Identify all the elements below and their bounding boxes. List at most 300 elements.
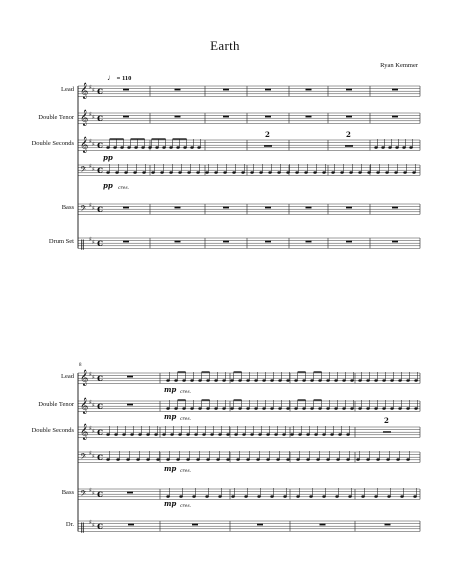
s2-seconds-low-note [156, 458, 159, 461]
s2-seconds-note [234, 433, 237, 436]
s1-tenor-rest [265, 116, 271, 118]
s2-bass2-sharp: ♯ [92, 490, 95, 497]
s2-tenor-note [358, 407, 361, 410]
s1-drums-clef: ‖ [80, 239, 85, 250]
s2-seconds-low-note [316, 458, 319, 461]
staff-tenor [78, 113, 420, 123]
s2-tenor-note [366, 407, 369, 410]
crescendo-text: cres. [180, 504, 192, 509]
s2-tenor-note [246, 407, 249, 410]
s1-drums-rest [392, 241, 398, 243]
s1-seconds-note [169, 146, 172, 149]
s2-tenor-note [238, 407, 241, 410]
s2-seconds-note [314, 433, 317, 436]
s1-tenor-rest [175, 116, 181, 118]
s2-seconds-low-note [366, 458, 369, 461]
s1-seconds-note [120, 146, 123, 149]
instrument-label-double-seconds: Double Seconds [31, 140, 74, 147]
s2-seconds-low-note [216, 458, 219, 461]
s2-lead-note [254, 379, 257, 382]
quarter-note-icon: ♩ [107, 73, 115, 82]
s2-seconds-low-note [296, 458, 299, 461]
s1-seconds-low-note [394, 171, 397, 174]
dynamic-mp: mp [164, 385, 177, 394]
s2-lead-note [238, 379, 241, 382]
s1-tenor-rest [306, 116, 312, 118]
s1-drums-sharp: ♯ [89, 236, 92, 243]
s1-seconds-end-note [388, 146, 391, 149]
s2-seconds-note [154, 433, 157, 436]
s2-lead-note [198, 379, 201, 382]
s2-seconds-note [306, 433, 309, 436]
s1-seconds-time: c [97, 140, 104, 151]
s1-lead-time: c [97, 86, 104, 97]
s1-seconds-sharp: ♯ [92, 141, 95, 148]
staff-seconds-low2 [78, 452, 420, 462]
s1-seconds-note [141, 146, 144, 149]
s1-seconds-low-note [286, 171, 289, 174]
s2-tenor-note [334, 407, 337, 410]
s2-lead-note [174, 379, 177, 382]
s2-lead2-rest [127, 376, 133, 378]
s2-lead-note [414, 379, 417, 382]
s2-lead-note [278, 379, 281, 382]
s1-drums-rest [265, 241, 271, 243]
s2-lead2-clef: 𝄞 [80, 370, 89, 386]
s2-lead-note [382, 379, 385, 382]
instrument-label-bass-2: Bass [61, 489, 74, 496]
s1-bass-rest [265, 207, 271, 209]
s1-bass-rest [223, 207, 229, 209]
s1-seconds-low-time: c [97, 165, 104, 176]
s2-tenor2-rest [127, 404, 133, 406]
s1-seconds-low-note [133, 171, 136, 174]
s1-seconds-note [162, 146, 165, 149]
s2-seconds-low-note [396, 458, 399, 461]
staff-drums2 [78, 521, 420, 531]
s2-lead-note [398, 379, 401, 382]
s1-seconds-low-note [358, 171, 361, 174]
s2-lead-note [366, 379, 369, 382]
s2-seconds2-sharp: ♯ [92, 428, 95, 435]
staff-tenor2 [78, 401, 420, 411]
s2-seconds-low-note [146, 458, 149, 461]
s2-bass2-sharp: ♯ [89, 487, 92, 494]
s2-seconds-note [290, 433, 293, 436]
s2-seconds-note [250, 433, 253, 436]
s2-drums-rest [192, 524, 198, 526]
s2-seconds-low-note [336, 458, 339, 461]
s2-seconds-low-note [136, 458, 139, 461]
s2-tenor2-sharp: ♯ [92, 402, 95, 409]
s1-seconds-end-note [374, 146, 377, 149]
s2-seconds-note [146, 433, 149, 436]
s2-tenor-note [174, 407, 177, 410]
s2-seconds-note [258, 433, 261, 436]
s2-seconds-low-note [376, 458, 379, 461]
s2-drums2-clef: ‖ [80, 522, 85, 533]
s1-seconds-low-note [115, 171, 118, 174]
s1-tenor-rest [346, 116, 352, 118]
s2-seconds-note [274, 433, 277, 436]
s1-seconds-low-note [223, 171, 226, 174]
s2-bass-note [218, 495, 221, 498]
s1-seconds-low-note [313, 171, 316, 174]
s2-tenor-note [398, 407, 401, 410]
s2-tenor-note [382, 407, 385, 410]
s1-bass-rest [175, 207, 181, 209]
s2-tenor-note [286, 407, 289, 410]
s2-tenor-note [310, 407, 313, 410]
s2-tenor-note [230, 407, 233, 410]
s2-bass-note [205, 495, 208, 498]
s2-seconds-low-note [106, 458, 109, 461]
s1-drums-time: c [97, 238, 104, 249]
s2-lead-note [334, 379, 337, 382]
s2-seconds-note [218, 433, 221, 436]
s2-tenor-note [390, 407, 393, 410]
s1-seconds-low-note [169, 171, 172, 174]
s2-lead-note [294, 379, 297, 382]
s2-seconds-note [194, 433, 197, 436]
s1-drums-rest [346, 241, 352, 243]
s2-lead-note [166, 379, 169, 382]
staff-drums [78, 238, 420, 248]
s1-seconds-end-note [381, 146, 384, 149]
s2-bass2-rest [127, 492, 133, 494]
s2-seconds-note [122, 433, 125, 436]
s1-seconds-low-note [124, 171, 127, 174]
instrument-label-double-tenor: Double Tenor [38, 114, 74, 121]
s2-lead2-time: c [97, 373, 104, 384]
s2-seconds-low2-sharp: ♯ [89, 450, 92, 457]
score-title: Earth [210, 38, 240, 53]
s2-lead-note [390, 379, 393, 382]
s2-bass-note [335, 495, 338, 498]
s1-seconds-low-note [277, 171, 280, 174]
s2-lead-note [358, 379, 361, 382]
s1-seconds-low-note [178, 171, 181, 174]
s1-seconds-note [176, 146, 179, 149]
s2-drums2-sharp: ♯ [89, 519, 92, 526]
s2-seconds-note [226, 433, 229, 436]
s2-lead-note [302, 379, 305, 382]
s1-drums-rest [306, 241, 312, 243]
s2-drums-rest [257, 524, 263, 526]
s1-seconds-sharp: ♯ [89, 138, 92, 145]
s2-bass-note [400, 495, 403, 498]
s1-seconds-low-note [412, 171, 415, 174]
dynamic-mp: mp [164, 464, 177, 473]
s2-seconds-low-note [286, 458, 289, 461]
s2-bass-note [361, 495, 364, 498]
s2-bass-note [231, 495, 234, 498]
s2-lead-note [406, 379, 409, 382]
instrument-label-double-seconds-2: Double Seconds [31, 427, 74, 434]
s1-seconds-note [148, 146, 151, 149]
s2-seconds-low-note [176, 458, 179, 461]
s1-seconds-low-note [196, 171, 199, 174]
s2-tenor2-clef: 𝄞 [80, 398, 89, 414]
s2-tenor-note [294, 407, 297, 410]
s2-seconds-low-note [206, 458, 209, 461]
s2-tenor-note [318, 407, 321, 410]
s2-seconds-note [242, 433, 245, 436]
s2-seconds-low-note [116, 458, 119, 461]
s2-seconds-note [106, 433, 109, 436]
s2-bass-note [374, 495, 377, 498]
s2-seconds-note [186, 433, 189, 436]
s1-bass-rest [392, 207, 398, 209]
staff-seconds2 [78, 427, 420, 437]
s2-seconds-low-note [246, 458, 249, 461]
s1-seconds-note [127, 146, 130, 149]
s2-seconds-low-note [126, 458, 129, 461]
s2-seconds-note [330, 433, 333, 436]
staff-seconds [78, 140, 420, 150]
s2-seconds-low-note [346, 458, 349, 461]
s1-drums-rest [123, 241, 129, 243]
s1-tenor-rest [123, 116, 129, 118]
s1-seconds-note [106, 146, 109, 149]
s1-seconds-low-note [403, 171, 406, 174]
s2-tenor-note [278, 407, 281, 410]
s2-bass2-clef: 𝄢 [80, 490, 87, 501]
s1-seconds-clef: 𝄞 [80, 137, 89, 153]
s2-seconds-low-note [356, 458, 359, 461]
s2-lead2-sharp: ♯ [92, 374, 95, 381]
s2-drums-rest [385, 524, 391, 526]
s2-tenor-note [222, 407, 225, 410]
s1-lead-rest [306, 89, 312, 91]
s2-tenor-note [262, 407, 265, 410]
s2-seconds-note [202, 433, 205, 436]
crescendo-text: cres. [118, 186, 130, 191]
s1-lead-rest [346, 89, 352, 91]
s2-tenor-note [374, 407, 377, 410]
staff-lead [78, 86, 420, 96]
s2-lead-note [246, 379, 249, 382]
s2-tenor-note [326, 407, 329, 410]
s2-lead-note [350, 379, 353, 382]
s2-lead2-sharp: ♯ [89, 371, 92, 378]
s2-seconds-low-note [226, 458, 229, 461]
s1-lead-sharp: ♯ [92, 87, 95, 94]
s1-lead-rest [123, 89, 129, 91]
s2-lead-note [206, 379, 209, 382]
s1-lead-rest [223, 89, 229, 91]
s1-drums-sharp: ♯ [92, 239, 95, 246]
s2-seconds-note [346, 433, 349, 436]
s2-lead-note [342, 379, 345, 382]
s2-seconds-note [210, 433, 213, 436]
s1-tenor-sharp: ♯ [92, 114, 95, 121]
s2-seconds-note [130, 433, 133, 436]
instrument-label-double-tenor-2: Double Tenor [38, 401, 74, 408]
s1-seconds-low-note [376, 171, 379, 174]
s2-seconds2-sharp: ♯ [89, 425, 92, 432]
s1-seconds-low-note [241, 171, 244, 174]
s1-seconds-low-sharp: ♯ [92, 166, 95, 173]
s1-seconds-low-note [322, 171, 325, 174]
s1-seconds-low-note [295, 171, 298, 174]
s2-tenor-note [350, 407, 353, 410]
s2-bass-note [257, 495, 260, 498]
s1-seconds-low-note [106, 171, 109, 174]
s2-lead-note [318, 379, 321, 382]
s1-seconds-end-note [402, 146, 405, 149]
instrument-label-lead: Lead [61, 86, 74, 93]
s1-seconds-note [197, 146, 200, 149]
s2-tenor-note [270, 407, 273, 410]
s1-tenor-rest [392, 116, 398, 118]
s2-tenor-note [182, 407, 185, 410]
s1-seconds-low-note [304, 171, 307, 174]
staff-seconds-low [78, 165, 420, 175]
s2-seconds-low-note [326, 458, 329, 461]
staff-bass [78, 204, 420, 214]
s2-lead-note [214, 379, 217, 382]
instrument-label-drum-set: Drum Set [48, 238, 74, 245]
s2-seconds-note [178, 433, 181, 436]
s1-tenor-rest [223, 116, 229, 118]
s2-lead-note [326, 379, 329, 382]
s2-lead-note [270, 379, 273, 382]
s1-seconds-low-note [349, 171, 352, 174]
s2-seconds2-clef: 𝄞 [80, 424, 89, 440]
s2-bass-note [413, 495, 416, 498]
s2-tenor-note [302, 407, 305, 410]
s1-bass-time: c [97, 204, 104, 215]
s1-lead-rest [175, 89, 181, 91]
s2-lead-note [286, 379, 289, 382]
s2-bass-note [387, 495, 390, 498]
crescendo-text: cres. [180, 390, 192, 395]
dynamic-pp: pp [103, 181, 113, 190]
s1-lead-rest [392, 89, 398, 91]
s1-seconds-low-note [340, 171, 343, 174]
s1-bass-sharp: ♯ [92, 205, 95, 212]
s1-lead-sharp: ♯ [89, 84, 92, 91]
s2-seconds-low-note [196, 458, 199, 461]
s1-seconds-low-note [385, 171, 388, 174]
s1-seconds-note [134, 146, 137, 149]
s1-bass-clef: 𝄢 [80, 205, 87, 216]
s1-seconds-low-note [214, 171, 217, 174]
s2-tenor-note [342, 407, 345, 410]
s2-seconds-low-note [306, 458, 309, 461]
s1-seconds-end-note [395, 146, 398, 149]
s1-seconds-note [113, 146, 116, 149]
s2-lead-note [262, 379, 265, 382]
s2-seconds2-time: c [97, 427, 104, 438]
s2-tenor-note [198, 407, 201, 410]
s2-seconds-note [138, 433, 141, 436]
s1-seconds-low-clef: 𝄢 [80, 166, 87, 177]
dynamic-mp: mp [164, 412, 177, 421]
s2-tenor2-sharp: ♯ [89, 399, 92, 406]
s1-seconds-note [190, 146, 193, 149]
measure-number: 8 [79, 363, 82, 368]
dynamic-mp: mp [164, 499, 177, 508]
s2-bass-note [192, 495, 195, 498]
s2-lead-note [230, 379, 233, 382]
staff-bass2 [78, 489, 420, 499]
s1-seconds-low-note [187, 171, 190, 174]
s1-seconds-low-note [142, 171, 145, 174]
s2-seconds-note [170, 433, 173, 436]
s2-drums2-time: c [97, 521, 104, 532]
s2-lead-note [374, 379, 377, 382]
tempo-value: = 110 [116, 75, 132, 82]
s1-bass-sharp: ♯ [89, 202, 92, 209]
s2-seconds-note [282, 433, 285, 436]
s2-tenor-note [206, 407, 209, 410]
s1-seconds-end-note [409, 146, 412, 149]
s2-seconds-low2-time: c [97, 452, 104, 463]
dynamic-pp: pp [103, 153, 113, 162]
multirest-count: 2 [384, 416, 389, 425]
s1-drums-rest [223, 241, 229, 243]
s2-bass-note [348, 495, 351, 498]
s2-tenor2-time: c [97, 401, 104, 412]
s2-seconds-low-note [406, 458, 409, 461]
s1-seconds-low-note [160, 171, 163, 174]
s2-tenor-note [414, 407, 417, 410]
s2-tenor-note [214, 407, 217, 410]
s2-seconds-note [266, 433, 269, 436]
s2-drums-rest [320, 524, 326, 526]
s1-seconds-low-note [259, 171, 262, 174]
s2-seconds-low-note [386, 458, 389, 461]
s1-seconds-low-note [151, 171, 154, 174]
s2-seconds-note [322, 433, 325, 436]
s1-seconds-low-note [331, 171, 334, 174]
s2-tenor-note [254, 407, 257, 410]
instrument-label-lead-2: Lead [61, 373, 74, 380]
s2-seconds-note [162, 433, 165, 436]
multirest-count: 2 [265, 130, 270, 139]
s2-seconds-low2-sharp: ♯ [92, 453, 95, 460]
crescendo-text: cres. [180, 469, 192, 474]
s2-seconds-low2-clef: 𝄢 [80, 453, 87, 464]
s1-bass-rest [346, 207, 352, 209]
s1-tenor-time: c [97, 113, 104, 124]
s1-seconds-low-note [250, 171, 253, 174]
s1-lead-rest [265, 89, 271, 91]
s2-bass-note [322, 495, 325, 498]
s2-seconds-low-note [256, 458, 259, 461]
s1-seconds-low-note [367, 171, 370, 174]
multirest-count: 2 [346, 130, 351, 139]
s2-bass-note [179, 495, 182, 498]
s2-drums2-sharp: ♯ [92, 522, 95, 529]
s2-drums-rest [128, 524, 134, 526]
s2-seconds-low-note [186, 458, 189, 461]
s2-lead-note [190, 379, 193, 382]
s2-tenor-note [166, 407, 169, 410]
s2-bass-note [309, 495, 312, 498]
s1-drums-rest [175, 241, 181, 243]
s1-seconds-note [183, 146, 186, 149]
s2-lead-note [310, 379, 313, 382]
s2-seconds-note [338, 433, 341, 436]
s2-bass-note [244, 495, 247, 498]
s2-lead-note [182, 379, 185, 382]
s1-seconds-low-note [205, 171, 208, 174]
s2-bass-note [270, 495, 273, 498]
s1-seconds-low-note [268, 171, 271, 174]
